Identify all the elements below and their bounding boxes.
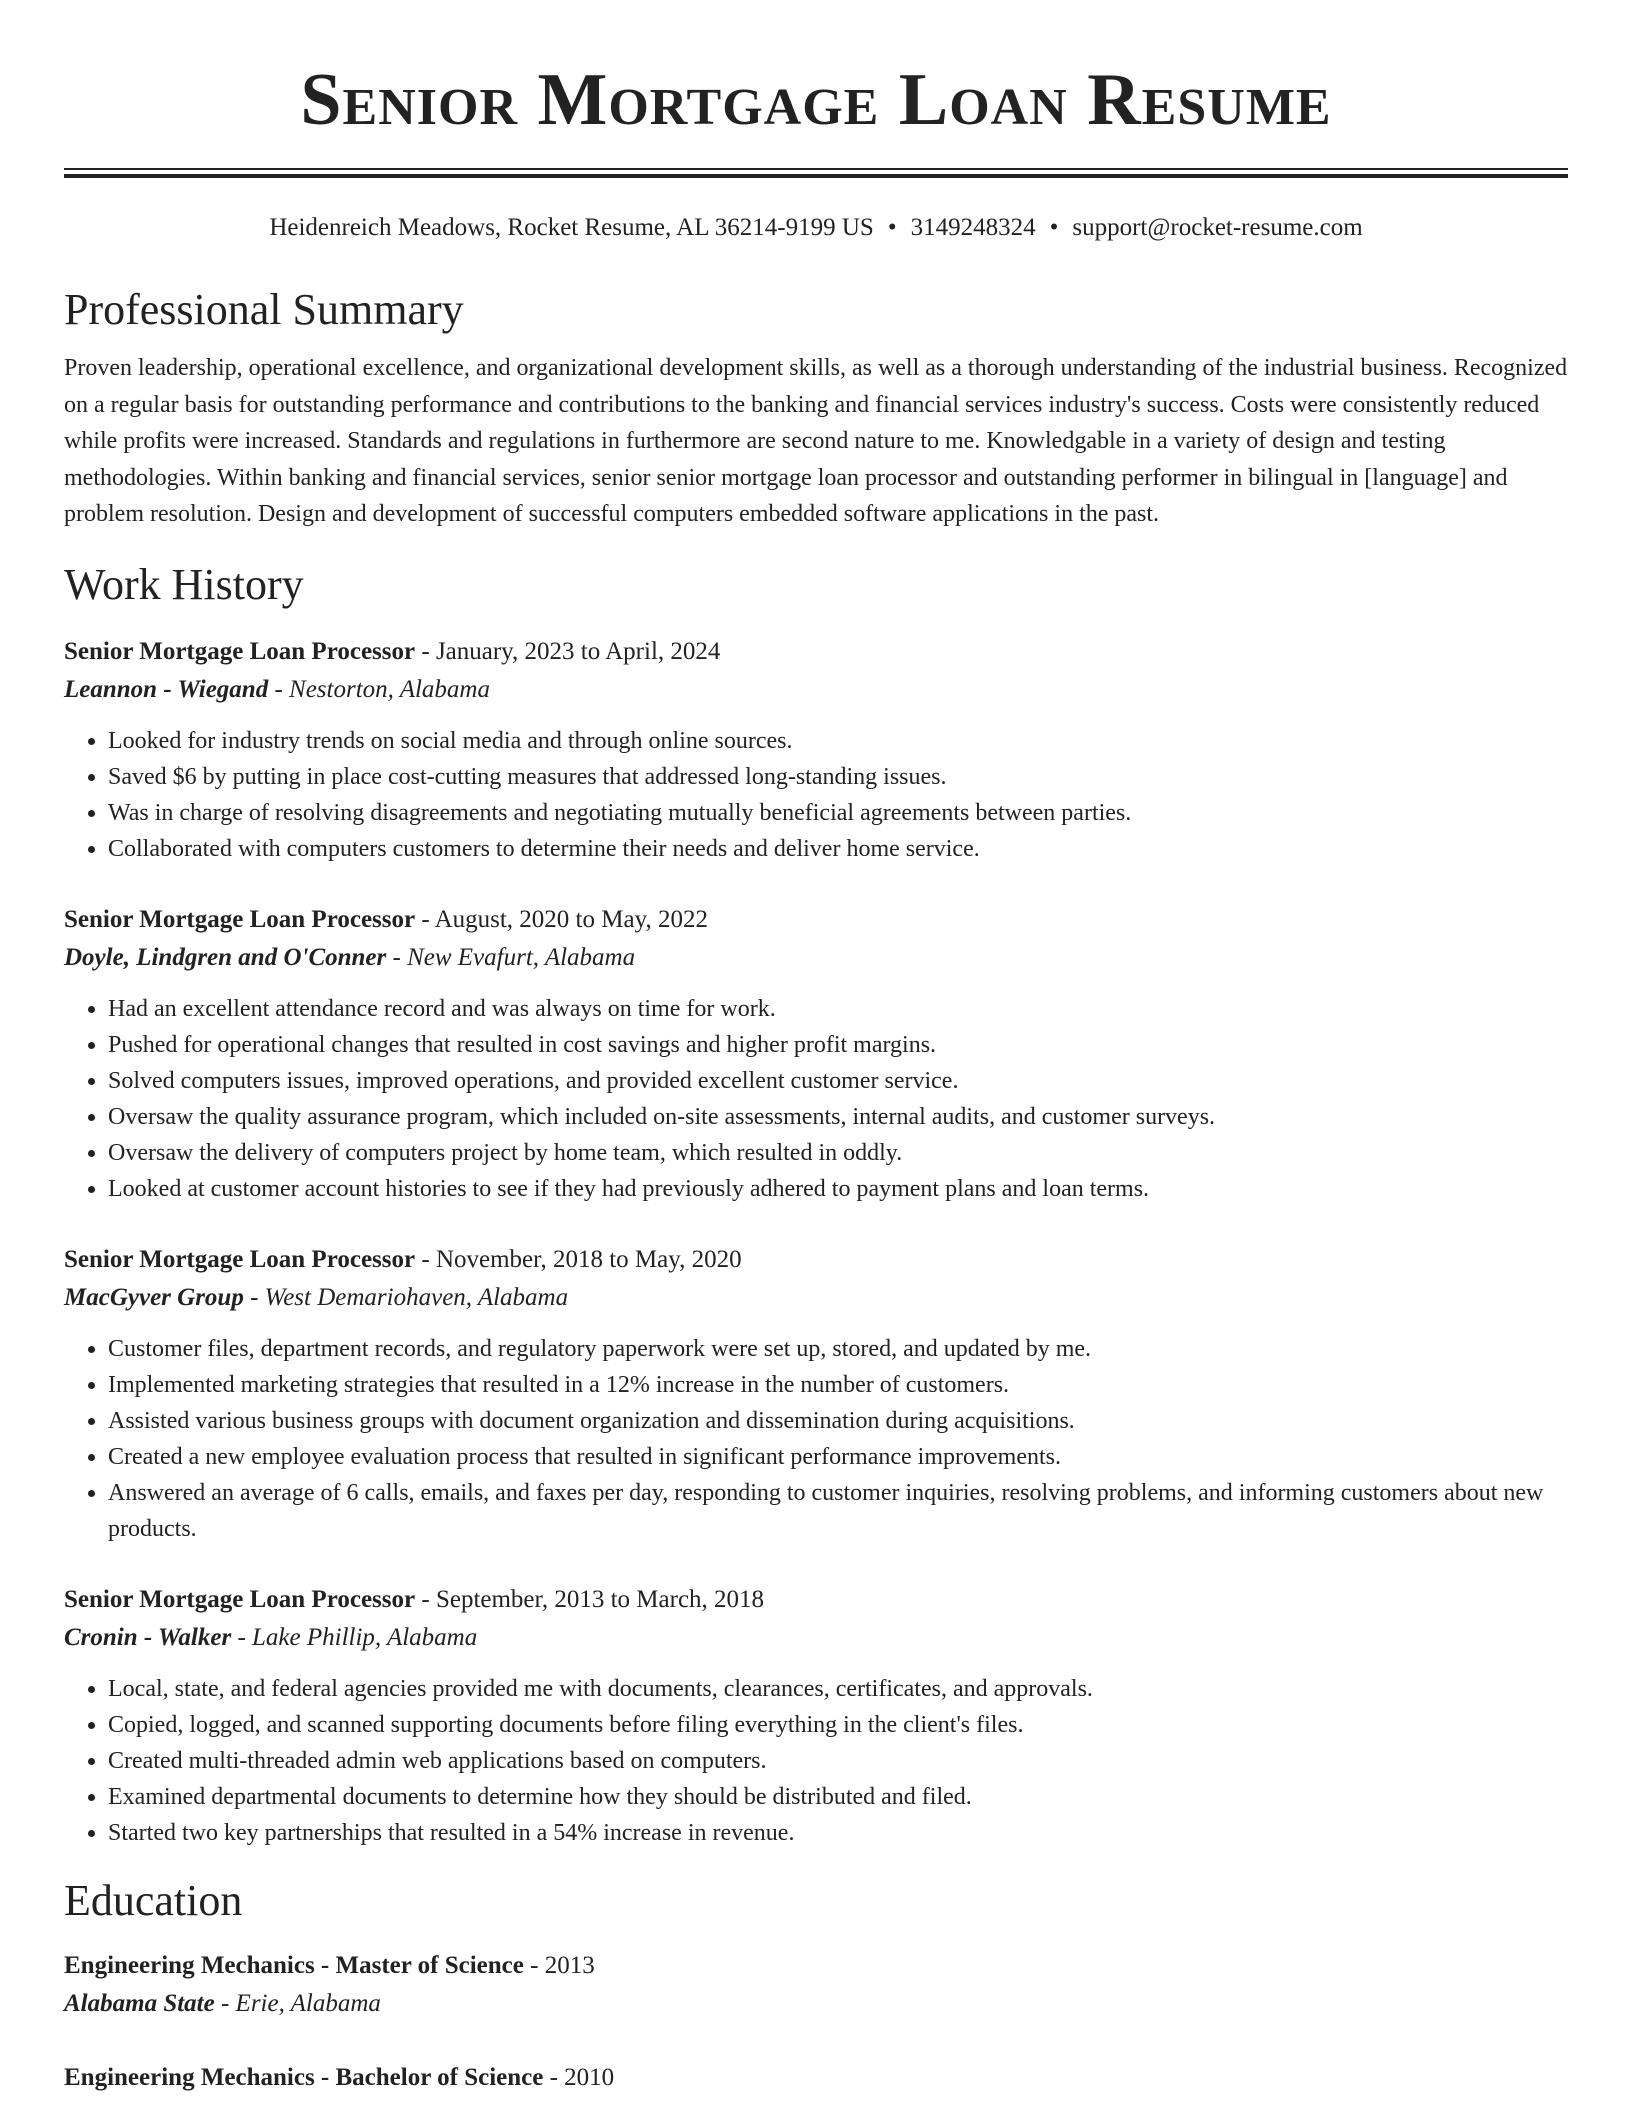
degree-name: Engineering Mechanics - Master of Science — [64, 1951, 524, 1979]
job-header — [64, 901, 1568, 939]
job-duties — [64, 1331, 1568, 1547]
graduation-year: 2013 — [544, 1951, 595, 1979]
duty-item: • Looked at customer account histories to see if they had previously adhered to payment plans and loan terms. — [108, 1171, 1568, 1207]
duty-item: • Created a new employee evaluation process that resulted in significant performance improvements. — [108, 1439, 1568, 1475]
job-location: Nestorton, Alabama — [289, 675, 490, 703]
contact-email: support@rocket-resume.com — [1072, 214, 1363, 241]
separator-dash: - — [231, 1623, 253, 1651]
title-divider — [64, 168, 1568, 178]
duty-item: • Oversaw the delivery of computers project by home team, which resulted in oddly. — [108, 1135, 1568, 1171]
school-location: Erie, Alabama — [235, 1989, 381, 2017]
duty-item: • Had an excellent attendance record and was always on time for work. — [108, 991, 1568, 1027]
education-header — [64, 1947, 1568, 1985]
job-entry — [64, 1581, 1568, 1851]
job-entry — [64, 901, 1568, 1207]
duty-item: • Saved $6 by putting in place cost-cutting measures that addressed long-standing issues. — [108, 759, 1568, 795]
education-heading: Education — [64, 1875, 243, 1925]
degree-name: Engineering Mechanics - Bachelor of Science — [64, 2063, 544, 2091]
job-employer — [64, 1279, 1568, 1317]
job-entry — [64, 1241, 1568, 1547]
job-entry — [64, 633, 1568, 867]
duty-item: • Collaborated with computers customers to determine their needs and deliver home service. — [108, 831, 1568, 867]
separator-dash: - — [415, 637, 436, 665]
education-list — [64, 1947, 1568, 2097]
duty-item: • Examined departmental documents to determine how they should be distributed and filed. — [108, 1779, 1568, 1815]
duty-item: • Customer files, department records, and regulatory paperwork were set up, stored, and updated by me. — [108, 1331, 1568, 1367]
summary-text: Proven leadership, operational excellence, and organizational development skills, as well as a thorough understanding of the industrial business. Recognized on a regular basis for outstanding performance and contributions to the banking and financial services industry's success. Costs were consistently reduced while profits were increased. Standards and regulations in furthermore are second nature to me. Knowledgable in a variety of design and testing methodologies. Within banking and financial services, senior senior mortgage loan processor and outstanding performer in bilingual in [language] and problem resolution. Design and development of successful computers embedded software applications in the past. — [64, 355, 1568, 527]
company-name: Leannon - Wiegand — [64, 675, 269, 703]
company-name: Doyle, Lindgren and O'Conner — [64, 943, 387, 971]
job-duties — [64, 991, 1568, 1207]
contact-separator: • — [887, 214, 897, 241]
duty-item: • Implemented marketing strategies that resulted in a 12% increase in the number of customers. — [108, 1367, 1568, 1403]
contact-phone: 3149248324 — [910, 214, 1036, 241]
duty-item: • Started two key partnerships that resulted in a 54% increase in revenue. — [108, 1815, 1568, 1851]
job-employer — [64, 939, 1568, 977]
company-name: Cronin - Walker — [64, 1623, 232, 1651]
job-employer — [64, 671, 1568, 709]
separator-dash: - — [268, 675, 290, 703]
duty-item: • Oversaw the quality assurance program, which included on-site assessments, internal audits, and customer surveys. — [108, 1099, 1568, 1135]
resume-title: Senior Mortgage Loan Resume — [300, 59, 1332, 141]
contact-line — [64, 212, 1568, 244]
separator-dash: - — [386, 943, 408, 971]
summary-heading: Professional Summary — [64, 285, 464, 334]
job-title: Senior Mortgage Loan Processor — [64, 1245, 416, 1273]
duty-item: • Created multi-threaded admin web applications based on computers. — [108, 1743, 1568, 1779]
job-dates: August, 2020 to May, 2022 — [434, 905, 708, 933]
work-history-heading: Work History — [64, 559, 304, 609]
job-title: Senior Mortgage Loan Processor — [64, 637, 416, 665]
separator-dash: - — [415, 1245, 436, 1273]
resume-page — [64, 0, 1568, 2097]
job-location: Lake Phillip, Alabama — [252, 1623, 478, 1651]
separator-dash: - — [243, 1283, 265, 1311]
work-history-list — [64, 633, 1568, 1851]
job-header — [64, 1581, 1568, 1619]
duty-item: • Looked for industry trends on social media and through online sources. — [108, 723, 1568, 759]
duty-item: • Assisted various business groups with document organization and dissemination during acquisitions. — [108, 1403, 1568, 1439]
job-header — [64, 1241, 1568, 1279]
duty-item: • Was in charge of resolving disagreements and negotiating mutually beneficial agreements between parties. — [108, 795, 1568, 831]
job-title: Senior Mortgage Loan Processor — [64, 905, 416, 933]
separator-dash: - — [415, 1585, 436, 1613]
job-dates: September, 2013 to March, 2018 — [435, 1585, 765, 1613]
job-dates: November, 2018 to May, 2020 — [435, 1245, 742, 1273]
duty-item: • Pushed for operational changes that resulted in cost savings and higher profit margins. — [108, 1027, 1568, 1063]
job-duties — [64, 723, 1568, 867]
education-header — [64, 2059, 1568, 2097]
separator-dash: - — [523, 1951, 545, 1979]
education-entry — [64, 2059, 1568, 2097]
job-location: New Evafurt, Alabama — [407, 943, 636, 971]
graduation-year: 2010 — [564, 2063, 615, 2091]
duty-item: • Answered an average of 6 calls, emails, and faxes per day, responding to customer inquiries, resolving problems, and informing customers about new products. — [108, 1475, 1568, 1547]
job-duties — [64, 1671, 1568, 1851]
job-employer — [64, 1619, 1568, 1657]
separator-dash: - — [543, 2063, 565, 2091]
duty-item: • Local, state, and federal agencies provided me with documents, clearances, certificates, and approvals. — [108, 1671, 1568, 1707]
duty-item: • Copied, logged, and scanned supporting documents before filing everything in the client's files. — [108, 1707, 1568, 1743]
job-dates: January, 2023 to April, 2024 — [435, 637, 721, 665]
school-name: Alabama State — [64, 1989, 215, 2017]
education-entry — [64, 1947, 1568, 2023]
contact-address: Heidenreich Meadows, Rocket Resume, AL 36214-9199 US — [269, 214, 874, 241]
contact-separator: • — [1049, 214, 1059, 241]
job-header — [64, 633, 1568, 671]
duty-item: • Solved computers issues, improved operations, and provided excellent customer service. — [108, 1063, 1568, 1099]
school-line — [64, 1985, 1568, 2023]
company-name: MacGyver Group — [64, 1283, 244, 1311]
separator-dash: - — [214, 1989, 236, 2017]
separator-dash: - — [415, 905, 435, 933]
job-title: Senior Mortgage Loan Processor — [64, 1585, 416, 1613]
job-location: West Demariohaven, Alabama — [264, 1283, 569, 1311]
